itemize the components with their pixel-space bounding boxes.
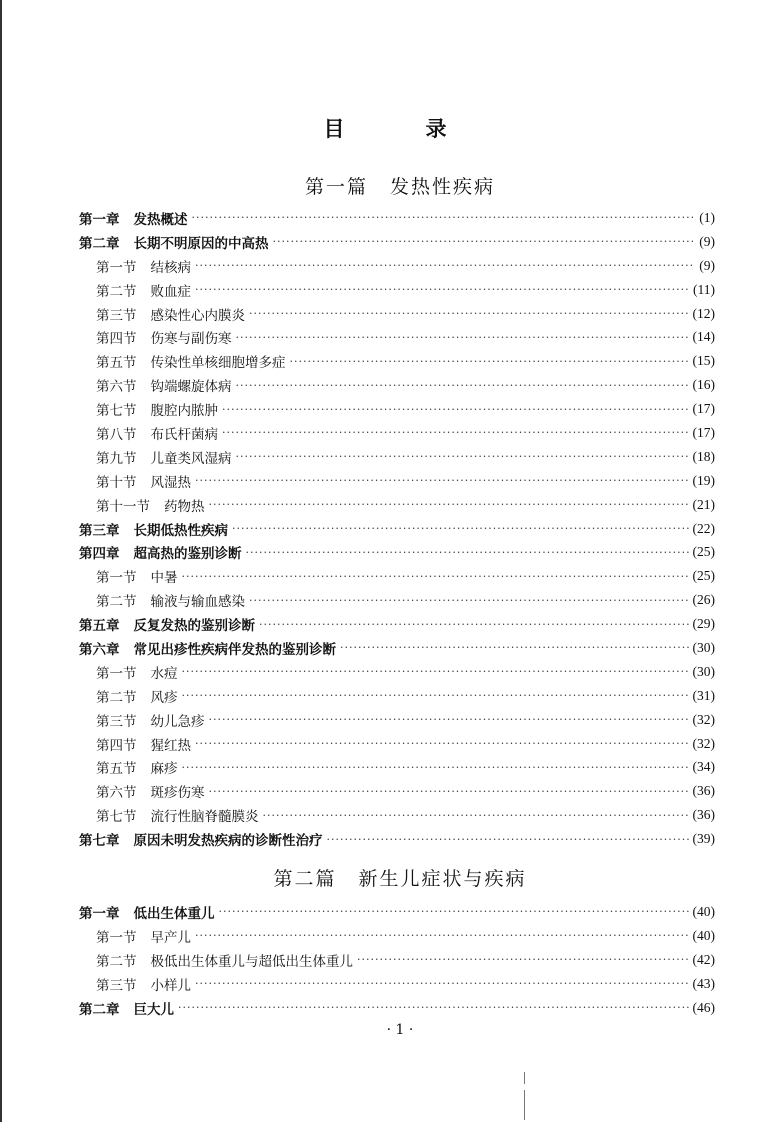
leader-dots	[259, 618, 689, 631]
leader-dots	[290, 355, 689, 368]
entry-page: (46)	[692, 999, 715, 1015]
scan-mark	[524, 1072, 525, 1084]
page-title: 目 录	[323, 116, 477, 141]
entry-number: 第一节	[96, 259, 137, 276]
entry-number: 第三节	[96, 977, 137, 994]
entry-title: 超高热的鉴别诊断	[133, 546, 242, 563]
entry-page: (18)	[692, 448, 715, 464]
entry-number: 第十一节	[96, 498, 150, 515]
toc-entry	[79, 469, 715, 493]
toc-entry	[79, 732, 715, 756]
entry-page: (32)	[692, 735, 715, 751]
entry-title: 结核病	[150, 259, 191, 276]
entry-title: 巨大儿	[133, 1001, 174, 1018]
scan-mark	[524, 1090, 525, 1120]
toc-entry	[79, 636, 715, 660]
toc-entry	[79, 612, 715, 636]
entry-page: (14)	[692, 329, 715, 345]
entry-title: 麻疹	[150, 761, 178, 778]
entry-number: 第二章	[79, 235, 120, 252]
entry-title: 输液与输血感染	[150, 594, 245, 611]
entry-title: 中暑	[150, 570, 178, 587]
entry-number: 第七节	[96, 403, 137, 420]
leader-dots	[182, 570, 689, 583]
toc-entry	[79, 803, 715, 827]
entry-number: 第五章	[79, 618, 120, 635]
entry-page: (34)	[692, 759, 715, 775]
toc-entry	[79, 325, 715, 349]
entry-number: 第三节	[96, 307, 137, 324]
entry-number: 第四章	[79, 546, 120, 563]
entry-title: 风疹	[150, 689, 178, 706]
page-number: · 1 ·	[386, 1022, 414, 1038]
part-number: 第二篇	[273, 868, 337, 890]
entry-page: (36)	[692, 783, 715, 799]
entry-page: (26)	[692, 592, 715, 608]
leader-dots	[195, 259, 695, 272]
entry-number: 第一节	[96, 570, 137, 587]
leader-dots	[195, 474, 689, 487]
toc-entry	[79, 948, 715, 972]
entry-page: (42)	[692, 951, 715, 967]
entry-title: 猩红热	[150, 737, 191, 754]
toc-list	[79, 206, 715, 851]
leader-dots	[263, 809, 689, 822]
entry-page: (16)	[692, 377, 715, 393]
leader-dots	[222, 426, 689, 439]
entry-number: 第七节	[96, 809, 137, 826]
entry-page: (15)	[692, 353, 715, 369]
leader-dots	[273, 235, 696, 248]
leader-dots	[195, 977, 689, 990]
leader-dots	[232, 522, 689, 535]
leader-dots	[178, 1001, 689, 1014]
entry-page: (21)	[692, 496, 715, 512]
entry-page: (29)	[692, 616, 715, 632]
entry-number: 第九节	[96, 450, 137, 467]
toc-entry	[79, 278, 715, 302]
toc-entry	[79, 660, 715, 684]
leader-dots	[209, 713, 689, 726]
toc-entry	[79, 445, 715, 469]
entry-title: 伤寒与副伤寒	[150, 331, 232, 348]
leader-dots	[209, 498, 689, 511]
toc-entry	[79, 564, 715, 588]
entry-title: 儿童类风湿病	[150, 450, 232, 467]
toc-entry	[79, 900, 715, 924]
leader-dots	[236, 450, 689, 463]
leader-dots	[357, 953, 689, 966]
toc-entry	[79, 230, 715, 254]
leader-dots	[219, 905, 689, 918]
leader-dots	[182, 665, 689, 678]
entry-number: 第二节	[96, 953, 137, 970]
entry-number: 第二节	[96, 283, 137, 300]
entry-number: 第三章	[79, 522, 120, 539]
entry-title: 小样儿	[150, 977, 191, 994]
leader-dots	[192, 211, 696, 224]
leader-dots	[249, 307, 689, 320]
entry-number: 第一章	[79, 211, 120, 228]
entry-page: (40)	[692, 927, 715, 943]
toc-list	[79, 900, 715, 1019]
entry-page: (30)	[692, 663, 715, 679]
entry-number: 第八节	[96, 426, 137, 443]
leader-dots	[182, 689, 689, 702]
toc-entry	[79, 972, 715, 996]
entry-title: 传染性单核细胞增多症	[150, 355, 286, 372]
leader-dots	[236, 379, 689, 392]
entry-page: (25)	[692, 568, 715, 584]
entry-title: 风湿热	[150, 474, 191, 491]
leader-dots	[222, 403, 689, 416]
entry-page: (17)	[692, 401, 715, 417]
entry-page: (32)	[692, 711, 715, 727]
entry-page: (39)	[692, 831, 715, 847]
entry-number: 第一节	[96, 665, 137, 682]
entry-number: 第四节	[96, 737, 137, 754]
entry-page: (22)	[692, 520, 715, 536]
leader-dots	[195, 737, 689, 750]
leader-dots	[182, 761, 689, 774]
toc-entry	[79, 540, 715, 564]
entry-number: 第六节	[96, 379, 137, 396]
toc-entry	[79, 373, 715, 397]
leader-dots	[209, 785, 689, 798]
entry-title: 腹腔内脓肿	[150, 403, 218, 420]
entry-title: 败血症	[150, 283, 191, 300]
entry-title: 低出生体重儿	[133, 905, 215, 922]
toc-entry	[79, 517, 715, 541]
entry-title: 发热概述	[133, 211, 188, 228]
entry-number: 第二节	[96, 594, 137, 611]
entry-title: 药物热	[164, 498, 205, 515]
entry-page: (9)	[699, 257, 715, 273]
entry-number: 第六节	[96, 785, 137, 802]
toc-entry	[79, 254, 715, 278]
entry-page: (25)	[692, 544, 715, 560]
toc-entry	[79, 588, 715, 612]
entry-number: 第二节	[96, 689, 137, 706]
entry-page: (40)	[692, 903, 715, 919]
entry-number: 第一节	[96, 929, 137, 946]
entry-page: (12)	[692, 305, 715, 321]
toc-entry	[79, 755, 715, 779]
part-name: 发热性疾病	[390, 176, 496, 198]
entry-page: (17)	[692, 424, 715, 440]
entry-page: (30)	[692, 639, 715, 655]
entry-number: 第一章	[79, 905, 120, 922]
toc-entry	[79, 206, 715, 230]
entry-number: 第四节	[96, 331, 137, 348]
leader-dots	[195, 929, 689, 942]
entry-title: 水痘	[150, 665, 178, 682]
toc-entry	[79, 684, 715, 708]
entry-page: (1)	[699, 209, 715, 225]
leader-dots	[340, 641, 689, 654]
part-heading	[0, 864, 779, 891]
toc-entry	[79, 421, 715, 445]
entry-title: 长期不明原因的中高热	[133, 235, 269, 252]
entry-page: (19)	[692, 472, 715, 488]
toc-entry	[79, 493, 715, 517]
entry-page: (36)	[692, 807, 715, 823]
part-number: 第一篇	[304, 176, 368, 198]
scan-edge-line	[0, 0, 2, 1122]
entry-number: 第六章	[79, 641, 120, 658]
entry-title: 常见出疹性疾病伴发热的鉴别诊断	[133, 641, 336, 658]
entry-number: 第七章	[79, 833, 120, 850]
toc-entry	[79, 779, 715, 803]
entry-title: 流行性脑脊髓膜炎	[150, 809, 259, 826]
entry-title: 感染性心内膜炎	[150, 307, 245, 324]
entry-title: 极低出生体重儿与超低出生体重儿	[150, 953, 353, 970]
leader-dots	[249, 594, 689, 607]
part-heading	[0, 172, 779, 199]
toc-entry	[79, 349, 715, 373]
entry-number: 第五节	[96, 761, 137, 778]
entry-page: (11)	[693, 281, 715, 297]
toc-entry	[79, 302, 715, 326]
entry-number: 第二章	[79, 1001, 120, 1018]
entry-title: 斑疹伤寒	[150, 785, 205, 802]
entry-number: 第五节	[96, 355, 137, 372]
entry-title: 长期低热性疾病	[133, 522, 228, 539]
entry-number: 第十节	[96, 474, 137, 491]
entry-page: (9)	[699, 233, 715, 249]
toc-entry	[79, 924, 715, 948]
entry-title: 反复发热的鉴别诊断	[133, 618, 255, 635]
leader-dots	[246, 546, 689, 559]
toc-entry	[79, 827, 715, 851]
entry-title: 原因未明发热疾病的诊断性治疗	[133, 833, 323, 850]
leader-dots	[327, 833, 689, 846]
entry-title: 钩端螺旋体病	[150, 379, 232, 396]
entry-title: 幼儿急疹	[150, 713, 205, 730]
leader-dots	[236, 331, 689, 344]
entry-page: (43)	[692, 975, 715, 991]
toc-entry	[79, 708, 715, 732]
part-name: 新生儿症状与疾病	[358, 868, 527, 890]
toc-entry	[79, 996, 715, 1020]
entry-page: (31)	[692, 687, 715, 703]
entry-title: 布氏杆菌病	[150, 426, 218, 443]
entry-title: 早产儿	[150, 929, 191, 946]
entry-number: 第三节	[96, 713, 137, 730]
leader-dots	[195, 283, 689, 296]
toc-entry	[79, 397, 715, 421]
